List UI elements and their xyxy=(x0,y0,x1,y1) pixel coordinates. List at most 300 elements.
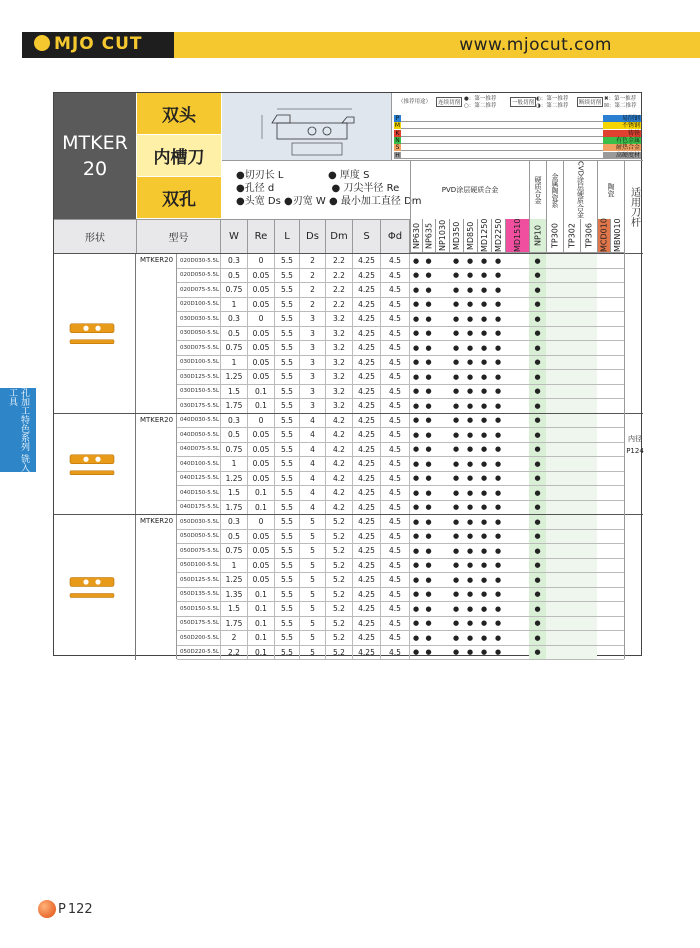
fitting-note-2[interactable]: P124 xyxy=(626,447,644,455)
spec-value: 4.25 xyxy=(353,385,381,399)
spec-value: 3.2 xyxy=(326,399,353,413)
grade-availability: ● xyxy=(466,474,474,483)
table-row xyxy=(177,385,624,400)
grade-availability xyxy=(563,631,580,645)
col-model: 型号 xyxy=(137,219,221,253)
grade-availability: ● xyxy=(480,401,488,410)
grade-availability xyxy=(505,631,529,645)
grade-availability: ● xyxy=(494,474,502,483)
material-name: 不锈钢 xyxy=(603,122,641,129)
grade-availability xyxy=(435,501,449,515)
grade-header: MD850 xyxy=(463,219,477,253)
model-code: 020D100-5.5L xyxy=(177,298,221,312)
grade-availability xyxy=(546,559,563,573)
cvd-group-header: CVD涂层硬质合金 xyxy=(563,160,597,219)
grade-availability xyxy=(563,602,580,616)
grade-availability xyxy=(546,515,563,529)
grade-availability: ● xyxy=(494,561,502,570)
grade-availability: ● xyxy=(466,329,474,338)
spec-value: 5.2 xyxy=(326,530,353,544)
grade-availability: ● xyxy=(412,517,420,526)
spec-value: 4.5 xyxy=(381,356,410,370)
spec-value: 4.5 xyxy=(381,298,410,312)
grade-availability xyxy=(610,573,624,587)
grade-availability: ● xyxy=(412,503,420,512)
coated-group-header: 金属陶瓷系 xyxy=(546,160,563,219)
grade-availability: ● xyxy=(466,503,474,512)
grade-availability: ● xyxy=(529,631,546,645)
grade-availability xyxy=(597,501,610,515)
spec-value: 4.25 xyxy=(353,356,381,370)
spec-value: 5.2 xyxy=(326,573,353,587)
product-group xyxy=(54,413,643,515)
grade-availability xyxy=(435,515,449,529)
table-row xyxy=(177,443,624,458)
col-l: L xyxy=(275,219,300,253)
material-code: K xyxy=(395,129,400,137)
table-row xyxy=(177,588,624,603)
col-w: W xyxy=(221,219,248,253)
cermet-group-header: 硬质合金 xyxy=(529,160,546,219)
spec-value: 3.2 xyxy=(326,341,353,355)
grade-availability: ● xyxy=(425,503,432,512)
model-code: 050D150-5.5L xyxy=(177,602,221,616)
spec-value: 5.2 xyxy=(326,515,353,529)
grade-availability xyxy=(505,414,529,428)
table-row xyxy=(177,356,624,371)
grade-availability: ● xyxy=(412,256,420,265)
grade-availability: ● xyxy=(425,372,432,381)
fitting-note-1: 内径 xyxy=(628,435,642,443)
grade-availability: ● xyxy=(529,602,546,616)
spec-value: 5.5 xyxy=(275,530,300,544)
grade-availability: ● xyxy=(529,341,546,355)
grade-availability: ● xyxy=(494,546,502,555)
product-group xyxy=(54,253,643,413)
grade-availability: ● xyxy=(412,445,420,454)
spec-value: 5.5 xyxy=(275,559,300,573)
spec-value: 5.5 xyxy=(275,646,300,660)
grade-availability xyxy=(597,617,610,631)
grade-availability: ● xyxy=(494,590,502,599)
spec-value: 2 xyxy=(221,631,248,645)
grade-availability xyxy=(546,631,563,645)
spec-line-2: ●孔径 d ● 刀尖半径 Re xyxy=(236,183,400,194)
website-url[interactable]: www.mjocut.com xyxy=(459,35,612,55)
spec-value: 3 xyxy=(300,385,326,399)
spec-value: 3 xyxy=(300,341,326,355)
spec-value: 0.1 xyxy=(248,486,275,500)
grade-availability: ● xyxy=(412,285,420,294)
table-row xyxy=(177,399,624,414)
spec-value: 1.25 xyxy=(221,370,248,384)
grade-availability: ● xyxy=(452,445,460,454)
table-row xyxy=(177,573,624,588)
grade-availability xyxy=(505,399,529,413)
spec-value: 4.5 xyxy=(381,457,410,471)
grade-availability xyxy=(435,283,449,297)
grade-availability: ● xyxy=(452,358,460,367)
spec-value: 4.2 xyxy=(326,414,353,428)
grade-availability: ● xyxy=(529,457,546,471)
spec-value: 4.5 xyxy=(381,573,410,587)
grade-availability: ● xyxy=(452,343,460,352)
grade-availability xyxy=(546,457,563,471)
grade-availability xyxy=(505,617,529,631)
grade-availability xyxy=(435,312,449,326)
model-code: 030D075-5.5L xyxy=(177,341,221,355)
spec-value: 4.2 xyxy=(326,486,353,500)
spec-value: 5.2 xyxy=(326,646,353,660)
grade-availability xyxy=(597,269,610,283)
grade-availability: ● xyxy=(480,445,488,454)
grade-availability: ● xyxy=(494,648,502,657)
grade-availability xyxy=(435,544,449,558)
spec-value: 5.5 xyxy=(275,428,300,442)
insert-image xyxy=(54,254,136,414)
grade-availability xyxy=(563,356,580,370)
material-row xyxy=(394,115,641,122)
table-row xyxy=(177,486,624,501)
grade-availability xyxy=(597,327,610,341)
spec-value: 4.25 xyxy=(353,530,381,544)
table-row xyxy=(177,341,624,356)
grade-availability xyxy=(505,530,529,544)
side-tab[interactable]: 孔加工特色系列 铣入工具 xyxy=(0,388,36,472)
grade-availability xyxy=(597,486,610,500)
spec-value: 4 xyxy=(300,414,326,428)
material-row xyxy=(394,122,641,129)
spec-value: 0.05 xyxy=(248,283,275,297)
table-row xyxy=(177,283,624,298)
spec-value: 4.5 xyxy=(381,486,410,500)
table-row xyxy=(177,327,624,342)
grade-availability xyxy=(597,385,610,399)
spec-value: 4.25 xyxy=(353,486,381,500)
spec-value: 4.25 xyxy=(353,559,381,573)
grade-availability xyxy=(580,530,597,544)
spec-value: 0.05 xyxy=(248,269,275,283)
table-row xyxy=(177,559,624,574)
grade-availability: ● xyxy=(529,269,546,283)
col-shape: 形状 xyxy=(54,219,137,253)
grade-availability: ● xyxy=(494,300,502,309)
spec-value: 1.5 xyxy=(221,385,248,399)
grade-availability: ● xyxy=(494,517,502,526)
grade-availability xyxy=(546,501,563,515)
spec-value: 5.5 xyxy=(275,283,300,297)
grade-availability: ● xyxy=(529,646,546,660)
insert-drawing xyxy=(222,93,392,160)
grade-availability: ● xyxy=(494,619,502,628)
grade-availability: ● xyxy=(466,619,474,628)
model-code: 030D150-5.5L xyxy=(177,385,221,399)
grade-availability: ● xyxy=(425,430,432,439)
grade-availability xyxy=(505,515,529,529)
spec-value: 0.1 xyxy=(248,617,275,631)
table-row xyxy=(177,501,624,516)
title-line3: 双孔 xyxy=(137,177,221,218)
spec-value: 3.2 xyxy=(326,312,353,326)
grade-availability: ● xyxy=(494,445,502,454)
spec-value: 0 xyxy=(248,254,275,268)
grade-availability xyxy=(546,327,563,341)
grade-availability xyxy=(610,283,624,297)
spec-value: 5.5 xyxy=(275,457,300,471)
grade-availability: ● xyxy=(425,416,432,425)
grade-availability xyxy=(563,269,580,283)
grade-availability xyxy=(597,341,610,355)
model-code: 050D175-5.5L xyxy=(177,617,221,631)
spec-value: 4.2 xyxy=(326,443,353,457)
grade-availability xyxy=(505,486,529,500)
grade-availability xyxy=(580,559,597,573)
grade-availability: ● xyxy=(529,501,546,515)
grade-availability: ● xyxy=(425,619,432,628)
grade-availability: ● xyxy=(452,575,460,584)
spec-value: 0.05 xyxy=(248,573,275,587)
spec-value: 4.5 xyxy=(381,312,410,326)
grade-availability: ● xyxy=(425,561,432,570)
spec-value: 5.5 xyxy=(275,341,300,355)
grade-availability xyxy=(563,617,580,631)
legend-first: ●：第一推荐 xyxy=(464,96,497,102)
grade-availability xyxy=(580,515,597,529)
spec-value: 4.25 xyxy=(353,269,381,283)
grade-availability xyxy=(610,356,624,370)
grade-availability: ● xyxy=(425,648,432,657)
model-code: 030D050-5.5L xyxy=(177,327,221,341)
grade-availability: ● xyxy=(412,416,420,425)
grade-availability: ● xyxy=(425,575,432,584)
grade-availability xyxy=(505,602,529,616)
model-code: 020D030-5.5L xyxy=(177,254,221,268)
spec-value: 5 xyxy=(300,515,326,529)
grade-availability xyxy=(563,298,580,312)
spec-value: 0.05 xyxy=(248,341,275,355)
grade-availability xyxy=(610,399,624,413)
spec-value: 4.5 xyxy=(381,501,410,515)
grade-availability xyxy=(505,472,529,486)
grade-availability: ● xyxy=(425,546,432,555)
spec-value: 1 xyxy=(221,356,248,370)
spec-value: 5.5 xyxy=(275,269,300,283)
table-row xyxy=(177,298,624,313)
spec-value: 4.5 xyxy=(381,428,410,442)
grade-availability: ● xyxy=(494,387,502,396)
grade-availability xyxy=(597,428,610,442)
grade-availability xyxy=(546,602,563,616)
material-name: 耐热合金 xyxy=(603,144,641,151)
grade-availability xyxy=(563,588,580,602)
grade-availability: ● xyxy=(529,399,546,413)
grade-availability xyxy=(610,617,624,631)
grade-availability xyxy=(610,341,624,355)
grade-availability: ● xyxy=(425,271,432,280)
spec-value: 4 xyxy=(300,486,326,500)
grade-availability: ● xyxy=(494,329,502,338)
grade-availability xyxy=(610,457,624,471)
grade-availability: ● xyxy=(425,343,432,352)
grade-availability: ● xyxy=(466,575,474,584)
col-ds: Ds xyxy=(300,219,326,253)
spec-value: 3 xyxy=(300,312,326,326)
grade-availability xyxy=(580,269,597,283)
grade-availability xyxy=(563,573,580,587)
grade-availability: ● xyxy=(466,532,474,541)
grade-availability: ● xyxy=(466,387,474,396)
grade-availability xyxy=(563,457,580,471)
spec-value: 5.5 xyxy=(275,370,300,384)
material-code: N xyxy=(395,136,400,144)
grade-availability xyxy=(563,515,580,529)
grade-availability xyxy=(610,588,624,602)
product-table xyxy=(53,92,642,656)
legend-interrupt: 断续切削 xyxy=(577,97,603,107)
material-name: 高硬度材 xyxy=(603,152,641,159)
series-label: MTKER20 xyxy=(137,414,177,515)
spec-value: 2.2 xyxy=(221,646,248,660)
grade-header: TP302 xyxy=(563,219,580,253)
grade-availability: ● xyxy=(412,329,420,338)
series-label: MTKER20 xyxy=(137,515,177,659)
spec-value: 4.5 xyxy=(381,443,410,457)
product-group xyxy=(54,514,643,659)
grade-availability xyxy=(580,617,597,631)
spec-value: 2.2 xyxy=(326,254,353,268)
spec-legend xyxy=(222,160,422,219)
grade-availability: ● xyxy=(412,387,420,396)
grade-availability xyxy=(610,501,624,515)
grade-availability: ● xyxy=(452,532,460,541)
grade-availability xyxy=(597,544,610,558)
grade-availability xyxy=(546,646,563,660)
grade-availability xyxy=(546,312,563,326)
material-name: 易削钢 xyxy=(603,115,641,122)
grade-availability xyxy=(435,602,449,616)
grade-availability: ● xyxy=(425,314,432,323)
spec-value: 4.2 xyxy=(326,472,353,486)
spec-value: 5.5 xyxy=(275,617,300,631)
grade-availability: ● xyxy=(529,530,546,544)
spec-value: 0.05 xyxy=(248,443,275,457)
grade-availability xyxy=(435,588,449,602)
spec-value: 5 xyxy=(300,602,326,616)
spec-value: 5 xyxy=(300,617,326,631)
spec-value: 5.5 xyxy=(275,385,300,399)
spec-value: 0 xyxy=(248,515,275,529)
legend-second: ○：第二推荐 xyxy=(464,103,497,109)
application-legend xyxy=(392,93,643,160)
brand-logo xyxy=(34,34,143,54)
grade-availability xyxy=(546,356,563,370)
spec-value: 4.25 xyxy=(353,588,381,602)
col-dm: Dm xyxy=(326,219,353,253)
grade-availability: ● xyxy=(452,488,460,497)
spec-value: 4.25 xyxy=(353,515,381,529)
grade-availability xyxy=(610,414,624,428)
model-code: 040D050-5.5L xyxy=(177,428,221,442)
grade-availability: ● xyxy=(480,546,488,555)
spec-value: 4.2 xyxy=(326,501,353,515)
spec-value: 0.75 xyxy=(221,544,248,558)
grade-availability: ● xyxy=(529,414,546,428)
grade-header: TP306 xyxy=(580,219,597,253)
spec-value: 3 xyxy=(300,399,326,413)
grade-availability: ● xyxy=(480,604,488,613)
grade-header: NP630 xyxy=(410,219,422,253)
grade-availability: ● xyxy=(494,256,502,265)
grade-availability: ● xyxy=(480,300,488,309)
model-code: 030D175-5.5L xyxy=(177,399,221,413)
spec-value: 0.5 xyxy=(221,327,248,341)
grade-availability xyxy=(563,646,580,660)
grade-availability: ● xyxy=(466,430,474,439)
model-code: 050D220-5.5L xyxy=(177,646,221,660)
grade-availability xyxy=(597,356,610,370)
grade-availability xyxy=(505,559,529,573)
grade-availability xyxy=(563,486,580,500)
spec-value: 4.5 xyxy=(381,530,410,544)
grade-availability xyxy=(580,399,597,413)
grade-availability xyxy=(546,428,563,442)
grade-availability: ● xyxy=(425,517,432,526)
spec-value: 0.3 xyxy=(221,414,248,428)
grade-availability: ● xyxy=(412,575,420,584)
table-row xyxy=(177,312,624,327)
grade-availability: ● xyxy=(480,561,488,570)
grade-availability xyxy=(597,283,610,297)
title-line2: 内槽刀 xyxy=(137,135,221,176)
grade-availability xyxy=(580,254,597,268)
spec-value: 4.5 xyxy=(381,269,410,283)
spec-value: 1.75 xyxy=(221,501,248,515)
spec-value: 0.5 xyxy=(221,428,248,442)
insert-shape xyxy=(54,414,136,516)
grade-availability: ● xyxy=(466,300,474,309)
grade-availability xyxy=(505,457,529,471)
grade-availability xyxy=(435,443,449,457)
grade-availability xyxy=(546,254,563,268)
table-row xyxy=(177,457,624,472)
grade-availability: ● xyxy=(452,561,460,570)
spec-value: 5.5 xyxy=(275,501,300,515)
grade-availability: ● xyxy=(480,314,488,323)
grade-availability: ● xyxy=(412,604,420,613)
grade-availability xyxy=(505,588,529,602)
material-row xyxy=(394,137,641,144)
grade-availability: ● xyxy=(494,271,502,280)
table-row xyxy=(177,414,624,429)
grade-availability xyxy=(597,298,610,312)
grade-availability: ● xyxy=(480,358,488,367)
grade-availability xyxy=(505,298,529,312)
legend-first-2: ◐：第一推荐 xyxy=(536,96,569,102)
grade-availability xyxy=(580,486,597,500)
model-code: 040D125-5.5L xyxy=(177,472,221,486)
grade-availability xyxy=(546,588,563,602)
grade-availability: ● xyxy=(452,329,460,338)
grade-availability xyxy=(505,385,529,399)
spec-value: 3.2 xyxy=(326,327,353,341)
grade-availability xyxy=(563,327,580,341)
spec-value: 3.2 xyxy=(326,356,353,370)
grade-availability xyxy=(610,559,624,573)
grade-availability xyxy=(546,617,563,631)
grade-availability xyxy=(597,312,610,326)
spec-value: 5 xyxy=(300,530,326,544)
spec-value: 2.2 xyxy=(326,269,353,283)
